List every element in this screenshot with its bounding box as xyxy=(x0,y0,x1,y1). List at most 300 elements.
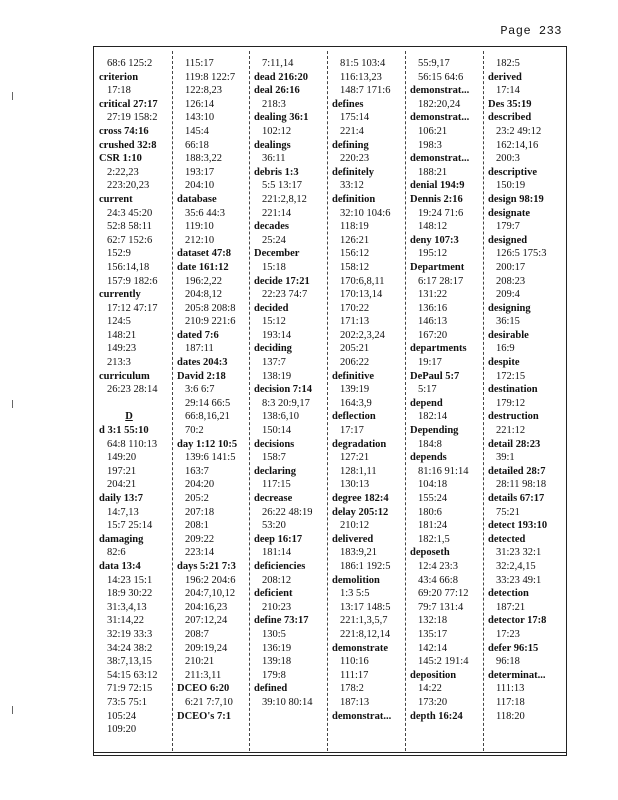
page-reference: 102:12 xyxy=(262,125,292,137)
page-reference: 8:3 20:9,17 xyxy=(262,397,310,409)
index-term: defining xyxy=(332,139,369,151)
page-reference: 170:22 xyxy=(340,302,370,314)
page-reference: 221:1,3,5,7 xyxy=(340,615,388,627)
index-term: cross 74:16 xyxy=(99,125,149,137)
page-reference: 209:19,24 xyxy=(185,642,228,654)
index-term: detail 28:23 xyxy=(488,438,541,450)
index-term: data 13:4 xyxy=(99,560,141,572)
page-reference: 12:4 23:3 xyxy=(418,560,458,572)
index-term: decide 17:21 xyxy=(254,275,310,287)
index-term: Des 35:19 xyxy=(488,98,532,110)
page-reference: 26:22 48:19 xyxy=(262,506,313,518)
index-term: deny 107:3 xyxy=(410,234,459,246)
page-reference: 138:19 xyxy=(262,370,292,382)
page-reference: 66:8,16,21 xyxy=(185,411,230,423)
index-term: DCEO's 7:1 xyxy=(177,710,231,722)
page-reference: 184:8 xyxy=(418,438,442,450)
page-reference: 127:21 xyxy=(340,452,370,464)
index-term: deposition xyxy=(410,669,457,681)
index-term: descriptive xyxy=(488,166,537,178)
page-reference: 208:1 xyxy=(185,520,209,532)
page-reference: 205:8 208:8 xyxy=(185,302,236,314)
page-reference: 15:12 xyxy=(262,316,286,328)
margin-mark xyxy=(12,706,17,714)
page-reference: 71:9 72:15 xyxy=(107,683,153,695)
page-reference: 193:17 xyxy=(185,166,215,178)
index-term: denial 194:9 xyxy=(410,180,465,192)
page-reference: 195:12 xyxy=(418,248,448,260)
page-reference: 209:4 xyxy=(496,289,520,301)
page-reference: 193:14 xyxy=(262,329,292,341)
index-term: demonstrate xyxy=(332,642,388,654)
page-reference: 171:13 xyxy=(340,316,370,328)
margin-mark xyxy=(12,92,17,100)
page-reference: 198:3 xyxy=(418,139,442,151)
index-term: database xyxy=(177,193,217,205)
index-term: definitive xyxy=(332,370,374,382)
page-reference: 28:11 98:18 xyxy=(496,479,547,491)
page-reference: 138:6,10 xyxy=(262,411,300,423)
page-reference: 158:7 xyxy=(262,452,286,464)
index-column xyxy=(332,57,391,723)
page-reference: 167:20 xyxy=(418,329,448,341)
page-reference: 19:24 71:6 xyxy=(418,207,464,219)
page-reference: 205:2 xyxy=(185,493,209,504)
page-reference: 119:8 122:7 xyxy=(185,71,236,83)
index-term: designate xyxy=(488,207,530,219)
page-reference: 14:22 xyxy=(418,683,442,695)
page-reference: 69:20 77:12 xyxy=(418,588,469,600)
page-reference: 135:17 xyxy=(418,628,448,640)
page-reference: 26:23 28:14 xyxy=(107,384,158,396)
page-reference: 33:12 xyxy=(340,180,364,192)
index-term: dataset 47:8 xyxy=(177,248,231,260)
page-reference: 53:20 xyxy=(262,520,286,532)
index-term: decrease xyxy=(254,493,293,504)
page-reference: 196:2,22 xyxy=(185,275,223,287)
page-reference: 16:9 xyxy=(496,343,515,355)
page-reference: 205:21 xyxy=(340,343,370,355)
page-reference: 152:9 xyxy=(107,248,131,260)
page-reference: 175:14 xyxy=(340,112,370,124)
page-reference: 14:7,13 xyxy=(107,506,139,518)
page-reference: 116:13,23 xyxy=(340,71,382,83)
index-term: detect 193:10 xyxy=(488,520,548,532)
index-term: definition xyxy=(332,193,376,205)
index-column xyxy=(254,57,312,710)
index-term: deflection xyxy=(332,411,376,423)
page-reference: 204:7,10,12 xyxy=(185,588,236,600)
page-reference: 220:23 xyxy=(340,153,370,165)
index-term: delay 205:12 xyxy=(332,506,389,518)
page-reference: 5:5 13:17 xyxy=(262,180,302,192)
index-term: deposeth xyxy=(410,547,450,559)
page-reference: 145:2 191:4 xyxy=(418,656,469,668)
page-reference: 126:14 xyxy=(185,98,215,110)
page-reference: 19:17 xyxy=(418,357,442,369)
page-reference: 130:13 xyxy=(340,479,370,491)
column-divider xyxy=(249,51,250,751)
page-reference: 213:3 xyxy=(107,357,131,369)
page-reference: 118:20 xyxy=(496,710,525,722)
page-reference: 18:9 30:22 xyxy=(107,588,153,600)
page-reference: 55:9,17 xyxy=(418,58,450,69)
index-term: DCEO 6:20 xyxy=(177,683,230,695)
index-term: demonstrat... xyxy=(332,710,392,722)
page-reference: 178:2 xyxy=(340,683,364,695)
page-reference: 109:20 xyxy=(107,724,137,736)
page-reference: 163:7 xyxy=(185,465,209,477)
page-reference: 218:3 xyxy=(262,98,286,110)
page-reference: 186:1 192:5 xyxy=(340,560,391,572)
page-reference: 204:16,23 xyxy=(185,601,228,613)
index-term: determinat... xyxy=(488,669,546,681)
index-term: deep 16:17 xyxy=(254,533,303,545)
page-reference: 204:21 xyxy=(107,479,137,491)
column-divider xyxy=(483,51,484,751)
index-term: depth 16:24 xyxy=(410,710,463,722)
page-reference: 221:4 xyxy=(340,125,364,137)
page-reference: 29:14 66:5 xyxy=(185,397,231,409)
index-column xyxy=(177,57,237,723)
index-term: destination xyxy=(488,384,538,396)
index-term: daily 13:7 xyxy=(99,493,144,504)
page-number: Page 233 xyxy=(500,24,562,38)
page-reference: 39:1 xyxy=(496,452,515,464)
page-reference: 145:4 xyxy=(185,125,209,137)
index-term: criterion xyxy=(99,71,139,83)
page-reference: 212:10 xyxy=(185,234,215,246)
index-column xyxy=(99,57,159,737)
page-reference: 211:3,11 xyxy=(185,669,222,681)
page-reference: 115:17 xyxy=(185,58,214,69)
page-reference: 179:7 xyxy=(496,221,520,233)
index-term: depend xyxy=(410,397,443,409)
page-reference: 119:10 xyxy=(185,221,214,233)
page-reference: 34:24 38:2 xyxy=(107,642,153,654)
page-reference: 24:3 45:20 xyxy=(107,207,153,219)
page-reference: 204:8,12 xyxy=(185,289,223,301)
index-term: despite xyxy=(488,357,520,369)
page-reference: 130:5 xyxy=(262,628,286,640)
index-column xyxy=(410,57,469,723)
page-reference: 31:23 32:1 xyxy=(496,547,542,559)
page-reference: 136:19 xyxy=(262,642,292,654)
index-term: detected xyxy=(488,533,526,545)
index-column xyxy=(488,57,547,723)
index-term: Depending xyxy=(410,425,459,437)
page-reference: 54:15 63:12 xyxy=(107,669,158,681)
page-reference: 105:24 xyxy=(107,710,137,722)
index-term: declaring xyxy=(254,465,296,477)
page-reference: 111:13 xyxy=(496,683,525,695)
page-reference: 117:18 xyxy=(496,696,525,708)
index-frame xyxy=(93,46,567,756)
index-term: defines xyxy=(332,98,364,110)
page-reference: 17:12 47:17 xyxy=(107,302,158,314)
index-term: dated 7:6 xyxy=(177,329,219,341)
page-reference: 39:10 80:14 xyxy=(262,696,313,708)
index-term: decisions xyxy=(254,438,295,450)
page-reference: 210:12 xyxy=(340,520,370,532)
page-reference: 17:17 xyxy=(340,425,364,437)
page-reference: 210:9 221:6 xyxy=(185,316,236,328)
page-reference: 32:2,4,15 xyxy=(496,560,536,572)
page-reference: 143:10 xyxy=(185,112,215,124)
index-term: Dennis 2:16 xyxy=(410,193,463,205)
page-reference: 148:21 xyxy=(107,329,137,341)
page-reference: 81:16 91:14 xyxy=(418,465,469,477)
page-reference: 158:12 xyxy=(340,261,370,273)
index-term: currently xyxy=(99,289,141,301)
index-term: demolition xyxy=(332,574,380,586)
page-reference: 15:7 25:14 xyxy=(107,520,153,532)
page-reference: 36:11 xyxy=(262,153,286,165)
page-reference: 180:6 xyxy=(418,506,442,518)
page-reference: 157:9 182:6 xyxy=(107,275,158,287)
page-reference: 182:20,24 xyxy=(418,98,461,110)
index-term: designed xyxy=(488,234,528,246)
frame-bottom-rule xyxy=(93,752,567,753)
page-reference: 110:16 xyxy=(340,656,369,668)
index-term: decided xyxy=(254,302,289,314)
page-reference: 33:23 49:1 xyxy=(496,574,542,586)
index-term: deficiencies xyxy=(254,560,306,572)
page-reference: 197:21 xyxy=(107,465,137,477)
index-term: depends xyxy=(410,452,447,464)
page-reference: 131:22 xyxy=(418,289,448,301)
page-reference: 173:20 xyxy=(418,696,448,708)
page-reference: 23:2 49:12 xyxy=(496,125,542,137)
page-reference: 223:14 xyxy=(185,547,215,559)
column-divider xyxy=(405,51,406,751)
page-reference: 126:5 175:3 xyxy=(496,248,547,260)
column-divider xyxy=(172,51,173,751)
page-reference: 202:2,3,24 xyxy=(340,329,385,341)
page-reference: 104:18 xyxy=(418,479,448,491)
page-reference: 156:14,18 xyxy=(107,261,150,273)
page-reference: 146:13 xyxy=(418,316,448,328)
page-reference: 139:6 141:5 xyxy=(185,452,236,464)
index-term: dealings xyxy=(254,139,291,151)
page-reference: 56:15 64:6 xyxy=(418,71,464,83)
page-reference: 6:17 28:17 xyxy=(418,275,464,287)
index-term: decades xyxy=(254,221,289,233)
index-term: departments xyxy=(410,343,467,355)
page-reference: 187:21 xyxy=(496,601,526,613)
page-reference: 17:14 xyxy=(496,85,520,97)
page-reference: 2:22,23 xyxy=(107,166,139,178)
index-term: deciding xyxy=(254,343,292,355)
page-reference: 124:5 xyxy=(107,316,131,328)
index-term: deficient xyxy=(254,588,293,600)
page-reference: 122:8,23 xyxy=(185,85,223,97)
page-reference: 5:17 xyxy=(418,384,437,396)
index-term: described xyxy=(488,112,532,124)
page-reference: 126:21 xyxy=(340,234,370,246)
page-reference: 132:18 xyxy=(418,615,448,627)
page-reference: 35:6 44:3 xyxy=(185,207,225,219)
page-reference: 27:19 158:2 xyxy=(107,112,158,124)
page-reference: 1:3 5:5 xyxy=(340,588,370,600)
page-reference: 17:23 xyxy=(496,628,520,640)
page-reference: 106:21 xyxy=(418,125,448,137)
page-reference: 25:24 xyxy=(262,234,286,246)
index-term: demonstrat... xyxy=(410,112,470,124)
page-reference: 208:12 xyxy=(262,574,292,586)
page-reference: 148:7 171:6 xyxy=(340,85,391,97)
page-reference: 136:16 xyxy=(418,302,448,314)
index-term: defined xyxy=(254,683,288,695)
page-reference: 75:21 xyxy=(496,506,520,518)
index-term: dealing 36:1 xyxy=(254,112,309,124)
page-reference xyxy=(99,397,159,411)
page-reference: 182:14 xyxy=(418,411,448,423)
page-reference: 96:18 xyxy=(496,656,520,668)
page-reference: 62:7 152:6 xyxy=(107,234,153,246)
page-reference: 6:21 7:7,10 xyxy=(185,696,233,708)
index-term: detection xyxy=(488,588,529,600)
index-term: detailed 28:7 xyxy=(488,465,546,477)
page-reference: 7:11,14 xyxy=(262,58,294,69)
page-reference: 82:6 xyxy=(107,547,126,559)
page-reference: 221:8,12,14 xyxy=(340,628,391,640)
page-reference: 13:17 148:5 xyxy=(340,601,391,613)
page-reference: 223:20,23 xyxy=(107,180,150,192)
page-reference: 210:23 xyxy=(262,601,292,613)
index-term: curriculum xyxy=(99,370,150,382)
index-term: degree 182:4 xyxy=(332,493,389,504)
page-reference: 209:22 xyxy=(185,533,215,545)
page-reference: 187:13 xyxy=(340,696,370,708)
index-term: critical 27:17 xyxy=(99,98,158,110)
page-reference: 210:21 xyxy=(185,656,215,668)
page-reference: 179:8 xyxy=(262,669,286,681)
index-term: d 3:1 55:10 xyxy=(99,425,149,437)
page-reference: 207:18 xyxy=(185,506,215,518)
page-reference: 79:7 131:4 xyxy=(418,601,464,613)
page-reference: 156:12 xyxy=(340,248,370,260)
page-reference: 181:14 xyxy=(262,547,292,559)
page-reference: 36:15 xyxy=(496,316,520,328)
margin-mark xyxy=(12,400,17,408)
index-term: days 5:21 7:3 xyxy=(177,560,236,572)
index-term: debris 1:3 xyxy=(254,166,299,178)
index-term: delivered xyxy=(332,533,374,545)
index-term: crushed 32:8 xyxy=(99,139,157,151)
page-reference: 221:2,8,12 xyxy=(262,193,307,205)
page-reference: 32:10 104:6 xyxy=(340,207,391,219)
page-reference: 137:7 xyxy=(262,357,286,369)
page-reference: 31:14,22 xyxy=(107,615,145,627)
page-reference: 70:2 xyxy=(185,425,204,437)
page-reference: 150:14 xyxy=(262,425,292,437)
index-term: decision 7:14 xyxy=(254,384,313,396)
index-term: damaging xyxy=(99,533,144,545)
page-reference: 155:24 xyxy=(418,493,448,504)
index-term: dates 204:3 xyxy=(177,357,228,369)
index-term: degradation xyxy=(332,438,387,450)
page-reference: 43:4 66:8 xyxy=(418,574,458,586)
page-reference: 31:3,4,13 xyxy=(107,601,147,613)
page-reference: 111:17 xyxy=(340,669,369,681)
index-term: dead 216:20 xyxy=(254,71,308,83)
page-reference: 208:23 xyxy=(496,275,526,287)
page-reference: 17:18 xyxy=(107,85,131,97)
page-reference: 204:10 xyxy=(185,180,215,192)
page-reference: 14:23 15:1 xyxy=(107,574,153,586)
page-reference: 170:6,8,11 xyxy=(340,275,385,287)
page-reference: 181:24 xyxy=(418,520,448,532)
page-reference: 142:14 xyxy=(418,642,448,654)
index-term: date 161:12 xyxy=(177,261,229,273)
page-reference: 221:14 xyxy=(262,207,292,219)
page-reference: 118:19 xyxy=(340,221,369,233)
page-reference: 139:19 xyxy=(340,384,370,396)
page-reference: 66:18 xyxy=(185,139,209,151)
index-term: detector 17:8 xyxy=(488,615,547,627)
page-reference: 139:18 xyxy=(262,656,292,668)
page-reference: 206:22 xyxy=(340,357,370,369)
page-reference: 15:18 xyxy=(262,261,286,273)
page-reference: 208:7 xyxy=(185,628,209,640)
page-reference: 204:20 xyxy=(185,479,215,491)
page-reference: 183:9,21 xyxy=(340,547,378,559)
index-term: deal 26:16 xyxy=(254,85,300,97)
column-divider xyxy=(327,51,328,751)
page-reference: 150:19 xyxy=(496,180,526,192)
index-term: definitely xyxy=(332,166,374,178)
page-reference: 207:12,24 xyxy=(185,615,228,627)
index-term: current xyxy=(99,193,133,205)
index-term: Department xyxy=(410,261,465,273)
index-term: defer 96:15 xyxy=(488,642,539,654)
index-term: designing xyxy=(488,302,531,314)
page-reference: 196:2 204:6 xyxy=(185,574,236,586)
index-term: destruction xyxy=(488,411,539,423)
page-reference: 164:3,9 xyxy=(340,397,372,409)
index-term: demonstrat... xyxy=(410,85,470,97)
page-reference: 188:3,22 xyxy=(185,153,223,165)
section-letter: D xyxy=(125,411,133,423)
index-term: day 1:12 10:5 xyxy=(177,438,238,450)
index-term: DePaul 5:7 xyxy=(410,370,460,382)
page-reference: 182:1,5 xyxy=(418,533,450,545)
page-reference: 32:19 33:3 xyxy=(107,628,153,640)
page-reference: 162:14,16 xyxy=(496,139,539,151)
index-term: David 2:18 xyxy=(177,370,226,382)
page-reference: 187:11 xyxy=(185,343,214,355)
page-reference: 52:8 58:11 xyxy=(107,221,152,233)
index-term: CSR 1:10 xyxy=(99,153,142,165)
page-reference: 3:6 6:7 xyxy=(185,384,215,396)
page-reference: 170:13,14 xyxy=(340,289,383,301)
index-term: derived xyxy=(488,71,522,83)
page-reference: 172:15 xyxy=(496,370,526,382)
page-reference: 188:21 xyxy=(418,166,448,178)
page-reference: 81:5 103:4 xyxy=(340,58,386,69)
index-term: define 73:17 xyxy=(254,615,309,627)
page-reference: 149:23 xyxy=(107,343,137,355)
page-reference: 179:12 xyxy=(496,397,526,409)
page-reference: 38:7,13,15 xyxy=(107,656,152,668)
index-term: design 98:19 xyxy=(488,193,544,205)
page-reference: 128:1,11 xyxy=(340,465,377,477)
page-reference: 149:20 xyxy=(107,452,137,464)
index-term: demonstrat... xyxy=(410,153,470,165)
page-reference: 200:17 xyxy=(496,261,526,273)
page-reference: 73:5 75:1 xyxy=(107,696,147,708)
